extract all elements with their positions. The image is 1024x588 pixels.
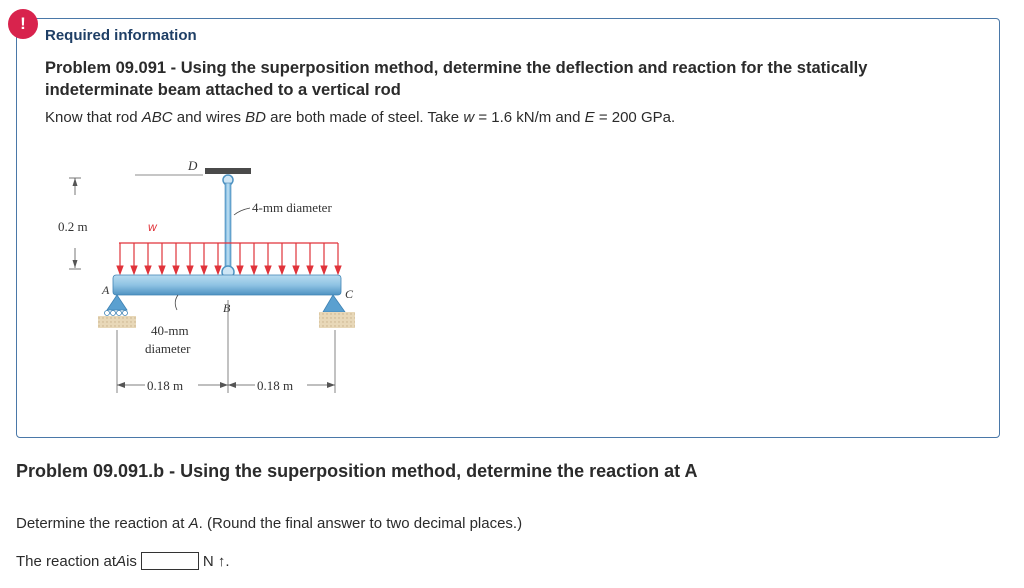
label-b: B bbox=[223, 301, 231, 315]
desc-var-abc: ABC bbox=[141, 109, 173, 126]
rod-label-leader bbox=[234, 208, 250, 215]
reaction-answer-input[interactable] bbox=[141, 552, 199, 570]
label-span-left: 0.18 m bbox=[147, 378, 184, 393]
answer-pre: The reaction at bbox=[16, 552, 117, 570]
span-left-arrow-r bbox=[220, 382, 228, 388]
desc-text: = 200 GPa. bbox=[594, 109, 676, 126]
label-beam-diameter-2: diameter bbox=[145, 341, 191, 356]
answer-row bbox=[16, 552, 230, 570]
required-info-title: Required information bbox=[45, 27, 197, 44]
ceiling-support bbox=[205, 168, 251, 174]
vertical-rod bbox=[225, 183, 231, 271]
label-rod-diameter: 4-mm diameter bbox=[252, 200, 332, 215]
desc-var-e: E bbox=[584, 109, 595, 126]
desc-var-bd: BD bbox=[245, 109, 266, 126]
height-arrow-down bbox=[73, 260, 78, 268]
answer-is: is bbox=[126, 552, 137, 570]
desc-var-w: w bbox=[463, 109, 475, 126]
instruction-text bbox=[16, 515, 522, 532]
support-a bbox=[107, 295, 127, 310]
span-right-arrow-r bbox=[327, 382, 335, 388]
alert-icon: ! bbox=[8, 9, 38, 39]
desc-text: Know that rod bbox=[45, 109, 142, 126]
span-right-arrow-l bbox=[228, 382, 236, 388]
beam-abc bbox=[113, 275, 341, 295]
answer-unit: N ↑. bbox=[202, 552, 230, 570]
instruction-var: A bbox=[188, 515, 199, 532]
label-a: A bbox=[102, 283, 110, 297]
label-d: D bbox=[188, 158, 198, 173]
beam-diagram bbox=[45, 140, 375, 410]
label-beam-diameter-1: 40-mm bbox=[151, 323, 189, 338]
height-arrow-up bbox=[73, 178, 78, 186]
instruction-post: . (Round the final answer to two decimal places.) bbox=[198, 515, 523, 532]
problem-description bbox=[45, 109, 675, 126]
label-c: C bbox=[345, 287, 354, 301]
instruction-pre: Determine the reaction at bbox=[16, 515, 189, 532]
label-span-right: 0.18 m bbox=[257, 378, 294, 393]
label-w: w bbox=[148, 220, 157, 234]
support-a-rollers bbox=[105, 311, 128, 316]
ground-c bbox=[319, 312, 355, 328]
answer-var: A bbox=[116, 552, 127, 570]
label-height: 0.2 m bbox=[58, 219, 88, 234]
support-c bbox=[323, 295, 345, 312]
beam-diameter-leader bbox=[175, 295, 178, 310]
problem-title: Problem 09.091 - Using the superposition method, determine the deflection and reaction for the statically indeterminate beam attached to a vertical rod bbox=[45, 59, 868, 99]
desc-text: are both made of steel. Take bbox=[265, 109, 464, 126]
desc-text: = 1.6 kN/m and bbox=[474, 109, 585, 126]
span-left-arrow-l bbox=[117, 382, 125, 388]
ground-a bbox=[98, 316, 136, 328]
subproblem-title: Problem 09.091.b - Using the superposition method, determine the reaction at A bbox=[16, 461, 698, 481]
desc-text: and wires bbox=[172, 109, 246, 126]
